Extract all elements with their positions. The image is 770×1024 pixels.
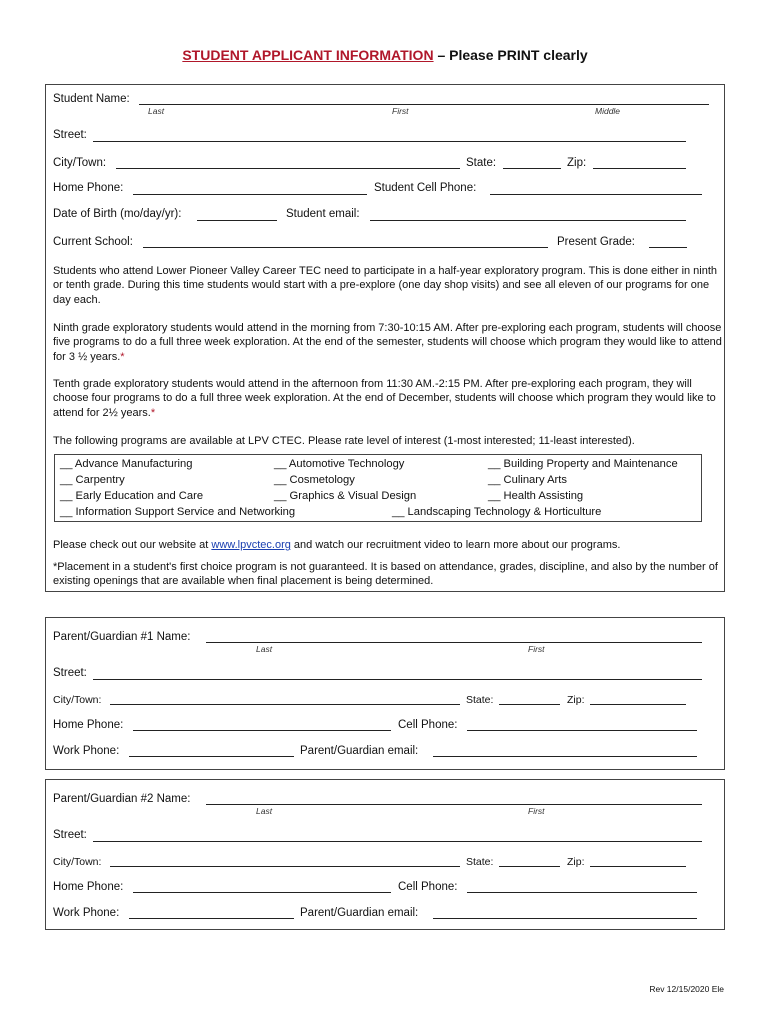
- guardian2-city-label: City/Town:: [53, 856, 102, 868]
- city-label: City/Town:: [53, 157, 107, 169]
- program-item[interactable]: __ Culinary Arts: [488, 474, 567, 486]
- state-label: State:: [466, 157, 497, 169]
- program-item[interactable]: __ Health Assisting: [488, 490, 584, 502]
- program-item[interactable]: __ Early Education and Care: [60, 490, 204, 502]
- street-field[interactable]: [93, 141, 686, 142]
- guardian2-home-phone-field[interactable]: [133, 892, 391, 893]
- program-item[interactable]: __ Landscaping Technology & Horticulture: [392, 506, 602, 518]
- guardian2-work-field[interactable]: [129, 918, 294, 919]
- guardian2-name-label: Parent/Guardian #2 Name:: [53, 793, 191, 805]
- zip-field[interactable]: [593, 168, 686, 169]
- exploratory-paragraph: Students who attend Lower Pioneer Valley Career TEC need to participate in a half-year exploratory program. This is done either in ninth or tenth grade. During this time students would start with a pre-explore (one day shop visits) and see all eleven of our programs for one day each.: [53, 265, 718, 306]
- student-name-field[interactable]: [139, 104, 709, 105]
- student-email-field[interactable]: [370, 220, 686, 221]
- school-label: Current School:: [53, 236, 133, 248]
- guardian2-work-label: Work Phone:: [53, 907, 120, 919]
- city-field[interactable]: [116, 168, 460, 169]
- program-item[interactable]: __ Graphics & Visual Design: [274, 490, 417, 502]
- guardian1-street-label: Street:: [53, 667, 87, 679]
- guardian1-state-label: State:: [466, 694, 494, 706]
- guardian1-city-field[interactable]: [110, 704, 460, 705]
- guardian1-city-label: City/Town:: [53, 694, 102, 706]
- last-sublabel: Last: [256, 806, 273, 816]
- middle-sublabel: Middle: [595, 106, 621, 116]
- guardian1-zip-field[interactable]: [590, 704, 686, 705]
- guardian1-street-field[interactable]: [93, 679, 702, 680]
- school-field[interactable]: [143, 247, 548, 248]
- revision-footer: Rev 12/15/2020 Ele: [649, 984, 724, 994]
- guardian2-zip-field[interactable]: [590, 866, 686, 867]
- ninth-grade-paragraph: Ninth grade exploratory students would attend in the morning from 7:30-10:15 AM. After pre-exploring each program, students will choose five programs to do a full three week exploration. At the end of the semester, students will choose which program they would like to attend for 3 ½ years.*: [53, 322, 722, 363]
- first-sublabel: First: [528, 806, 545, 816]
- guardian1-work-field[interactable]: [129, 756, 294, 757]
- guardian1-cell-field[interactable]: [467, 730, 697, 731]
- dob-field[interactable]: [197, 220, 277, 221]
- street-label: Street:: [53, 129, 87, 141]
- first-sublabel: First: [392, 106, 409, 116]
- guardian1-name-label: Parent/Guardian #1 Name:: [53, 631, 191, 643]
- program-item[interactable]: __ Advance Manufacturing: [60, 458, 193, 470]
- guardian1-name-field[interactable]: [206, 642, 702, 643]
- guardian1-home-phone-label: Home Phone:: [53, 719, 124, 731]
- grade-field[interactable]: [649, 247, 687, 248]
- cell-phone-label: Student Cell Phone:: [374, 182, 477, 194]
- guardian1-home-phone-field[interactable]: [133, 730, 391, 731]
- guardian2-street-label: Street:: [53, 829, 87, 841]
- home-phone-label: Home Phone:: [53, 182, 124, 194]
- state-field[interactable]: [503, 168, 561, 169]
- home-phone-field[interactable]: [133, 194, 367, 195]
- guardian2-street-field[interactable]: [93, 841, 702, 842]
- website-note: Please check out our website at www.lpvctec.org and watch our recruitment video to learn more about our programs.: [53, 539, 621, 551]
- page-title: STUDENT APPLICANT INFORMATION – Please PRINT clearly: [182, 47, 588, 63]
- program-item[interactable]: __ Cosmetology: [274, 474, 355, 486]
- cell-phone-field[interactable]: [490, 194, 702, 195]
- guardian2-cell-label: Cell Phone:: [398, 881, 458, 893]
- guardian2-state-label: State:: [466, 856, 494, 868]
- guardian2-city-field[interactable]: [110, 866, 460, 867]
- programs-box-divider: [385, 521, 702, 522]
- dob-label: Date of Birth (mo/day/yr):: [53, 208, 182, 220]
- program-item[interactable]: __ Automotive Technology: [274, 458, 405, 470]
- first-sublabel: First: [528, 644, 545, 654]
- student-name-label: Student Name:: [53, 93, 130, 105]
- programs-intro: The following programs are available at LPV CTEC. Please rate level of interest (1-most interested; 11-least interested).: [53, 435, 635, 447]
- guardian1-cell-label: Cell Phone:: [398, 719, 458, 731]
- guardian2-email-label: Parent/Guardian email:: [300, 907, 419, 919]
- placement-note: *Placement in a student's first choice program is not guaranteed. It is based on attendance, grades, discipline, and also by the number of existing openings that are available when final placement is being determined.: [53, 561, 718, 588]
- last-sublabel: Last: [148, 106, 165, 116]
- guardian1-work-label: Work Phone:: [53, 745, 120, 757]
- guardian2-email-field[interactable]: [433, 918, 697, 919]
- tenth-grade-paragraph: Tenth grade exploratory students would attend in the afternoon from 11:30 AM.-2:15 PM. After pre-exploring each program, they will choose four programs to do a full three week exploration. At the end of December, students will choose which program they would like to attend for 2½ years.*: [53, 378, 716, 419]
- guardian2-state-field[interactable]: [499, 866, 560, 867]
- zip-label: Zip:: [567, 157, 587, 169]
- program-item[interactable]: __ Building Property and Maintenance: [488, 458, 678, 470]
- guardian2-cell-field[interactable]: [467, 892, 697, 893]
- guardian1-state-field[interactable]: [499, 704, 560, 705]
- program-item[interactable]: __ Information Support Service and Networking: [60, 506, 296, 518]
- website-link[interactable]: www.lpvctec.org: [211, 539, 291, 551]
- guardian1-email-field[interactable]: [433, 756, 697, 757]
- guardian2-zip-label: Zip:: [567, 856, 585, 868]
- guardian2-home-phone-label: Home Phone:: [53, 881, 124, 893]
- guardian2-name-field[interactable]: [206, 804, 702, 805]
- guardian1-zip-label: Zip:: [567, 694, 585, 706]
- program-item[interactable]: __ Carpentry: [60, 474, 125, 486]
- last-sublabel: Last: [256, 644, 273, 654]
- student-email-label: Student email:: [286, 208, 360, 220]
- guardian1-email-label: Parent/Guardian email:: [300, 745, 419, 757]
- grade-label: Present Grade:: [557, 236, 635, 248]
